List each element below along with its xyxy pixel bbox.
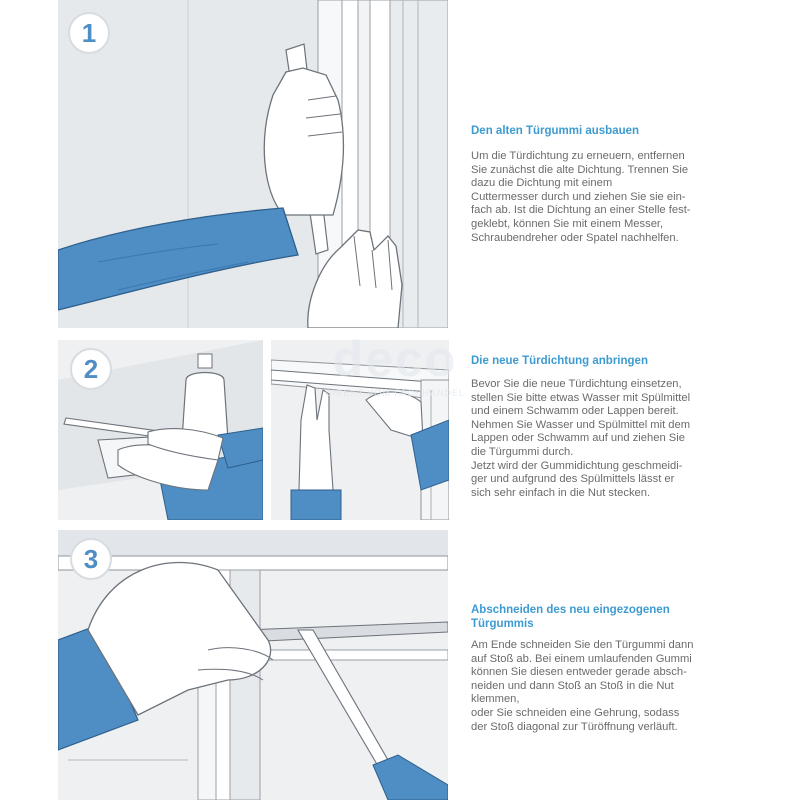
step-1-title: Den alten Türgummi ausbauen	[471, 125, 640, 137]
illustration-step-3	[58, 530, 448, 800]
illustration-step-2-left	[58, 340, 263, 520]
illustration-step-2-right	[271, 340, 449, 520]
step-1-badge: 1	[68, 12, 110, 54]
illustration-step-3-svg	[58, 530, 448, 800]
step-3-text	[471, 603, 771, 734]
watermark-logo: deco	[332, 331, 458, 387]
step-3-badge: 3	[70, 538, 112, 580]
step-2-text	[471, 354, 771, 500]
step-1-body: Um die Türdichtung zu erneuern, entfernen Sie zunächst die alte Dichtung. Trennen Sie dazu die Dichtung mit einem Cuttermesser durch und ziehen Sie sie ein- fach ab. Ist die Dichtung an einer Stelle fest- geklebt, können Sie mit einem Messer, Schraubendreher oder Spatel nachhelfen.	[471, 150, 691, 244]
step-2-title: Die neue Türdichtung anbringen	[471, 355, 648, 367]
step-1-text	[471, 124, 771, 245]
illustration-step-2-right-svg	[271, 340, 449, 520]
step-2-badge: 2	[70, 348, 112, 390]
illustration-step-1	[58, 0, 448, 328]
step-3-title: Abschneiden des neu eingezogenen Türgummis	[471, 604, 670, 630]
watermark-tagline: DIREKT VOM FACHHANDEL	[325, 388, 465, 398]
illustration-step-1-svg	[58, 0, 448, 328]
step-2-body: Bevor Sie die neue Türdichtung einsetzen, stellen Sie bitte etwas Wasser mit Spülmittel und einem Schwamm oder Lappen bereit. Nehmen Sie Wasser und Spülmittel mit dem Lappen oder Schwamm auf und ziehen Sie die Türgummi durch. Jetzt wird der Gummidichtung geschmeidi- ger und aufgrund des Spülmittels lässt er sich sehr einfach in die Nut stecken.	[471, 378, 691, 499]
step-3-body: Am Ende schneiden Sie den Türgummi dann auf Stoß ab. Bei einem umlaufenden Gummi können Sie diesen entweder gerade absch- neiden und dann Stoß an Stoß in die Nut klemmen, oder Sie schneiden eine Gehrung, sodass der Stoß diagonal zur Türöffnung verläuft.	[471, 639, 694, 733]
